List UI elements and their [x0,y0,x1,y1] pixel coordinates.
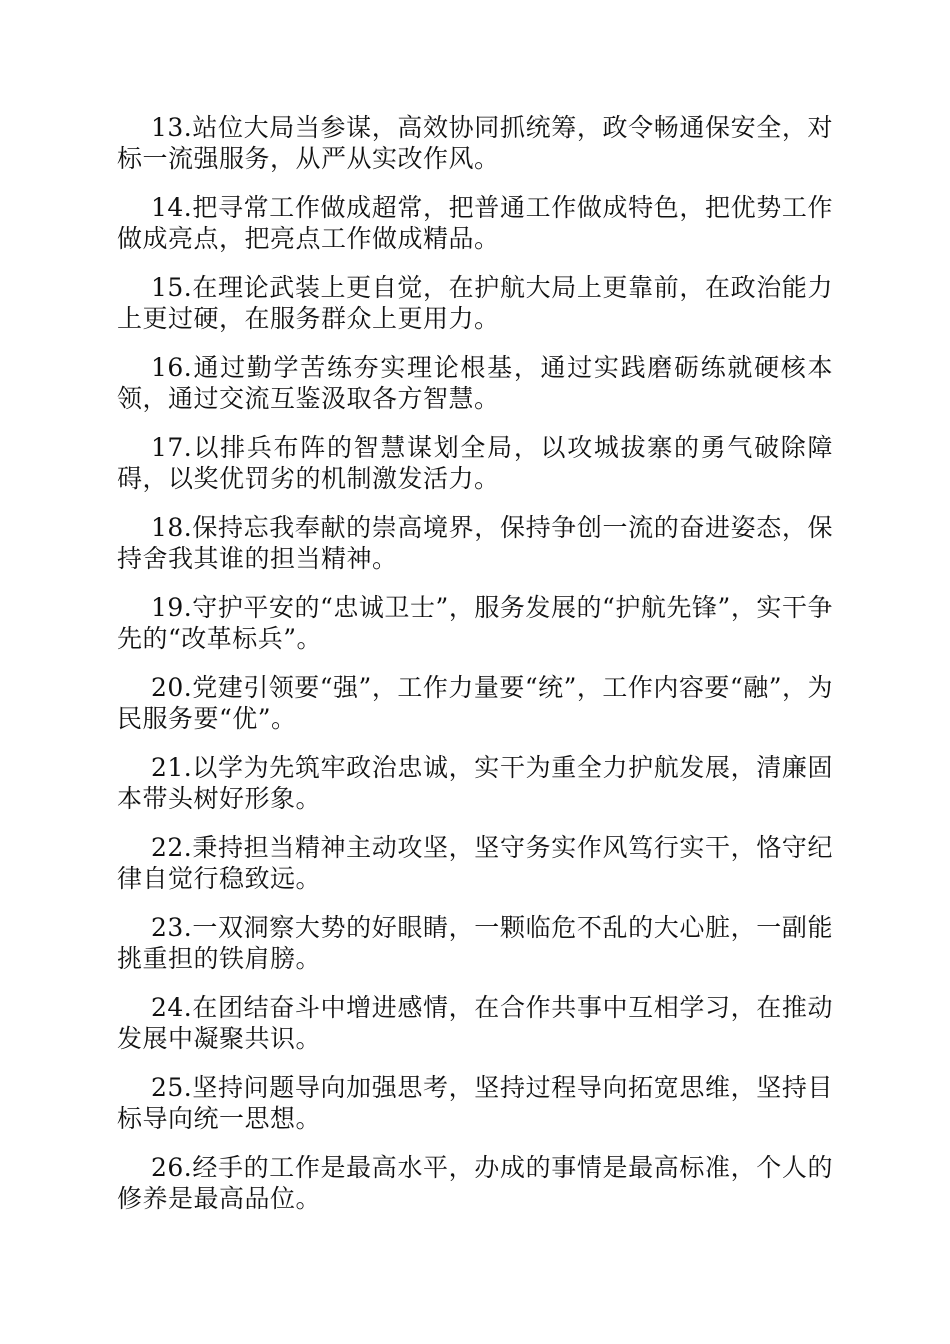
paragraph-18: 18.保持忘我奉献的崇高境界，保持争创一流的奋进姿态，保持舍我其谁的担当精神。 [117,513,833,573]
paragraph-20: 20.党建引领要“强”，工作力量要“统”，工作内容要“融”，为民服务要“优”。 [117,673,833,733]
document-body [117,112,833,1232]
paragraph-15: 15.在理论武装上更自觉，在护航大局上更靠前，在政治能力上更过硬，在服务群众上更用力。 [117,273,833,333]
paragraph-23: 23.一双洞察大势的好眼睛，一颗临危不乱的大心脏，一副能挑重担的铁肩膀。 [117,913,833,973]
paragraph-21: 21.以学为先筑牢政治忠诚，实干为重全力护航发展，清廉固本带头树好形象。 [117,753,833,813]
paragraph-16: 16.通过勤学苦练夯实理论根基，通过实践磨砺练就硬核本领，通过交流互鉴汲取各方智慧。 [117,353,833,413]
paragraph-14: 14.把寻常工作做成超常，把普通工作做成特色，把优势工作做成亮点，把亮点工作做成精品。 [117,193,833,253]
paragraph-25: 25.坚持问题导向加强思考，坚持过程导向拓宽思维，坚持目标导向统一思想。 [117,1073,833,1133]
paragraph-26: 26.经手的工作是最高水平，办成的事情是最高标准，个人的修养是最高品位。 [117,1153,833,1213]
paragraph-22: 22.秉持担当精神主动攻坚，坚守务实作风笃行实干，恪守纪律自觉行稳致远。 [117,833,833,893]
paragraph-24: 24.在团结奋斗中增进感情，在合作共事中互相学习，在推动发展中凝聚共识。 [117,993,833,1053]
paragraph-17: 17.以排兵布阵的智慧谋划全局，以攻城拔寨的勇气破除障碍，以奖优罚劣的机制激发活力。 [117,433,833,493]
paragraph-19: 19.守护平安的“忠诚卫士”，服务发展的“护航先锋”，实干争先的“改革标兵”。 [117,593,833,653]
paragraph-13: 13.站位大局当参谋，高效协同抓统筹，政令畅通保安全，对标一流强服务，从严从实改作风。 [117,113,833,173]
